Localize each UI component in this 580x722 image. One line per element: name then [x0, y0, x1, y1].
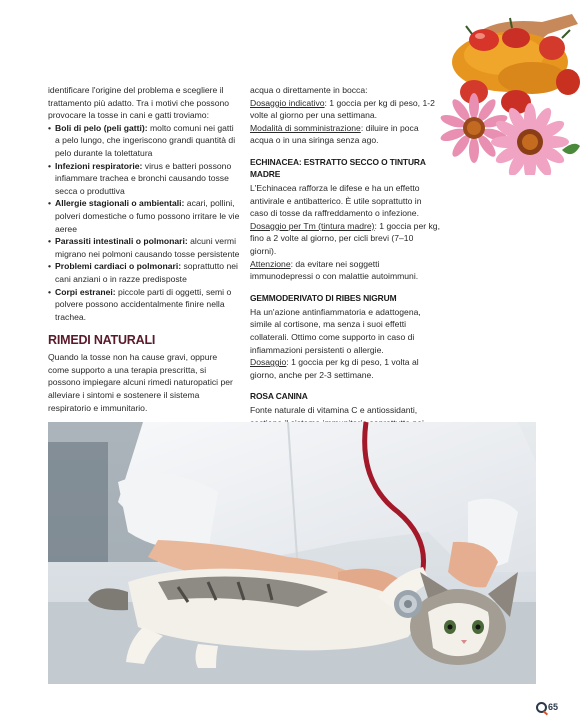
heading-ribes: GEMMODERIVATO DI RIBES NIGRUM	[250, 292, 397, 303]
list-item-text: alcuni vermi migrano nei polmoni causando tosse persistente	[55, 236, 240, 259]
list-item-text: acari, pollini, polveri domestiche o fumo possono irritare le vie aeree	[55, 198, 240, 234]
altea-dosage	[250, 97, 442, 122]
altea-dosage-label: Dosaggio indicativo	[250, 97, 325, 108]
list-item	[48, 260, 240, 285]
list-item-term: Corpi estranei:	[55, 286, 116, 297]
list-item-term: Infezioni respiratorie:	[55, 160, 143, 171]
echinacea-dosage-text: : 1 goccia per kg, fino a 2 volte al giorno, per cicli brevi (7–10 giorni).	[250, 220, 440, 256]
heading-rosa-canina: ROSA CANINA	[250, 391, 308, 402]
natural-remedies-paragraph: Quando la tosse non ha cause gravi, oppure come supporto a una terapia prescritta, si possono impiegare alcuni rimedi naturopatici per alleviare i sintomi e sostenere il sistema respiratorio e immunitario.	[48, 352, 233, 413]
list-item-text: virus e batteri possono infiammare trachea e bronchi causando tosse secca o produttiva	[55, 160, 232, 196]
altea-mode-text: : diluire in poca acqua o in una siringa senza ago.	[250, 122, 419, 146]
ribes-dosage-label: Dosaggio	[250, 357, 287, 368]
ribes-paragraph: Ha un'azione antinfiammatoria e adattogena, simile al cortisone, ma senza i suoi effetti collaterali. Ottimo come supporto in caso di infiammazioni persistenti o allergie.	[250, 306, 421, 355]
list-item-text: molto comuni nei gatti a pelo lungo, che ingeriscono grandi quantità di pelo durante la tolettatura	[55, 122, 236, 158]
echinacea-warning-text: : da evitare nei soggetti immunodepressi o con malattie autoimmuni.	[250, 258, 419, 282]
list-item	[48, 235, 240, 260]
list-item-text: soprattutto nei cani anziani o in razze predisposte	[55, 261, 238, 284]
section-heading-natural-remedies: RIMEDI NATURALI	[48, 333, 156, 348]
altea-continued: acqua o direttamente in bocca:	[250, 85, 368, 95]
page-footer	[536, 700, 558, 714]
altea-mode-label: Modalità di somministrazione	[250, 122, 361, 133]
page-number: 65	[547, 702, 558, 712]
list-item	[48, 160, 240, 198]
ribes-dosage	[250, 356, 442, 381]
echinacea-warning	[250, 258, 442, 283]
rosa-paragraph: Fonte naturale di vitamina C e antiossidanti,	[250, 405, 418, 416]
right-column	[250, 84, 442, 467]
list-item	[48, 122, 240, 160]
ribes-dosage-text: : 1 goccia per kg di peso, 1 volta al giorno, anche per 2-3 settimane.	[250, 357, 419, 380]
echinacea-warning-label: Attenzione	[250, 258, 291, 269]
altea-dosage-text: : 1 goccia per kg di peso, 1-2 volte al giorno per una settimana.	[250, 97, 435, 121]
causes-list	[48, 122, 240, 324]
vet-cat-photo	[48, 422, 536, 684]
list-item	[48, 197, 240, 235]
list-item-term: Problemi cardiaci o polmonari:	[55, 261, 182, 272]
altea-mode	[250, 122, 442, 147]
magazine-logo-icon	[536, 702, 547, 713]
intro-paragraph: identificare l'origine del problema e scegliere il trattamento più adatto. Tra i motivi che possono provocare la tosse in cani e gatti troviamo:	[48, 85, 230, 121]
list-item-term: Allergie stagionali o ambientali:	[55, 198, 185, 209]
heading-echinacea: ECHINACEA: ESTRATTO SECCO O TINTURA MADRE	[250, 156, 426, 179]
list-item	[48, 286, 240, 324]
echinacea-dosage	[250, 220, 442, 258]
list-item-text: piccole parti di oggetti, semi o polvere possono accidentalmente finire nella trachea.	[55, 286, 232, 322]
echinacea-paragraph: L'Echinacea rafforza le difese e ha un effetto antivirale e antibatterico. È utile soprattutto in caso di tosse da raffreddamento o infezione.	[250, 182, 422, 219]
echinacea-dosage-label: Dosaggio per Tm (tintura madre)	[250, 220, 375, 231]
list-item-term: Parassiti intestinali o polmonari:	[55, 236, 188, 247]
list-item-term: Boli di pelo (peli gatti):	[55, 122, 148, 133]
